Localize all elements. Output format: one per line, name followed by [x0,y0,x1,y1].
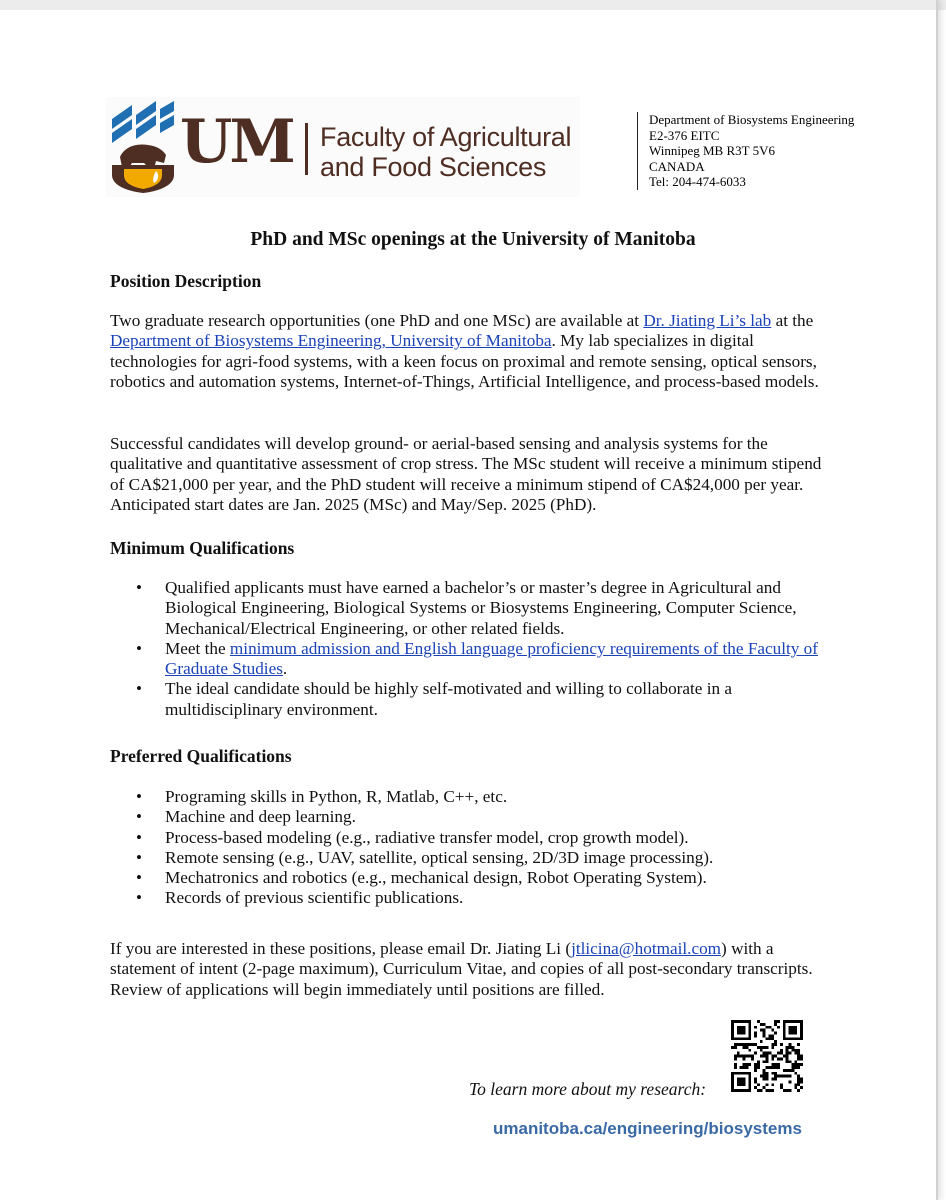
list-item: • Machine and deep learning. [130,807,830,827]
address-line: Department of Biosystems Engineering [649,112,855,127]
minimum-heading: Minimum Qualifications [110,538,295,558]
department-link[interactable]: Department of Biosystems Engineering, University of Manitoba [110,331,552,351]
item-text: Meet the [165,638,230,658]
lab-link[interactable]: Dr. Jiating Li’s lab [643,311,772,330]
address-line: CANADA [649,158,705,174]
um-shield-icon [110,101,176,193]
contact-paragraph [110,939,830,1000]
minimum-list [130,578,830,720]
document-title: PhD and MSc openings at the University of Manitoba [250,229,696,250]
item-text: . [282,659,288,679]
contact-text: ) with a statement of intent (2-page maximum), Curriculum Vitae, and copies of all post-secondary transcripts. Review of applications will begin immediately until positions are filled. [110,939,813,999]
list-item: • The ideal candidate should be highly self-motivated and willing to collaborate in a multidisciplinary environment. [130,679,830,720]
p1-text: Two graduate research opportunities (one PhD and one MSc) are available at [110,311,644,330]
position-paragraph-2: Successful candidates will develop ground- or aerial-based sensing and analysis systems for the qualitative and quantitative assessment of crop stress. The MSc student will receive a minimum stipend of CA$21,000 per year, and the PhD student will receive a minimum stipend of CA$24,000 per year. Anticipated start dates are Jan. 2025 (MSc) and May/Sep. 2025 (PhD). [110,434,822,514]
department-address [637,112,854,190]
list-item: • Remote sensing (e.g., UAV, satellite, optical sensing, 2D/3D image processing). [130,848,830,868]
p1-text: . My lab specializes in digital technologies for agri-food systems, with a keen focus on proximal and remote sensing, optical sensors, robotics and automation systems, Internet-of-Things, Artificial Intelligence, and process-based models. [110,331,819,391]
um-wordmark: UM [180,107,293,177]
address-line: Winnipeg MB R3T 5V6 [649,143,775,158]
list-item: • Programing skills in Python, R, Matlab, C++, etc. [130,787,830,807]
list-item: • Records of previous scientific publications. [130,888,830,908]
faculty-name-line2: and Food Sciences [320,152,547,182]
email-link[interactable]: jtlicina@hotmail.com [571,939,722,958]
logo-divider [305,123,308,175]
preferred-list [130,787,830,909]
website-url[interactable]: umanitoba.ca/engineering/biosystems [493,1119,802,1138]
list-item: • Process-based modeling (e.g., radiative transfer model, crop growth model). [130,828,830,848]
graduate-requirements-link[interactable]: minimum admission and English language proficiency requirements of the Faculty of Graduate Studies [165,638,818,679]
qr-code-icon[interactable] [731,1020,803,1092]
contact-text: If you are interested in these positions, please email Dr. Jiating Li ( [110,939,572,958]
faculty-name-line1: Faculty of Agricultural [320,122,572,152]
list-item: • Qualified applicants must have earned a bachelor’s or master’s degree in Agricultural and Biological Engineering, Biological Systems or Biosystems Engineering, Computer Science, Mechanical/Electrical Engineering, or other related fields. [130,578,830,639]
research-prompt: To learn more about my research: [469,1079,707,1099]
position-paragraph-1 [110,311,830,392]
list-item: • Mechatronics and robotics (e.g., mechanical design, Robot Operating System). [130,868,830,888]
faculty-logo [106,97,580,197]
address-line: Tel: 204-474-6033 [649,174,746,189]
address-line: E2-376 EITC [649,127,720,143]
p1-text: at the [771,311,814,330]
position-heading: Position Description [110,271,262,291]
preferred-heading: Preferred Qualifications [110,746,292,766]
faculty-name [320,122,571,182]
list-item [130,639,830,680]
